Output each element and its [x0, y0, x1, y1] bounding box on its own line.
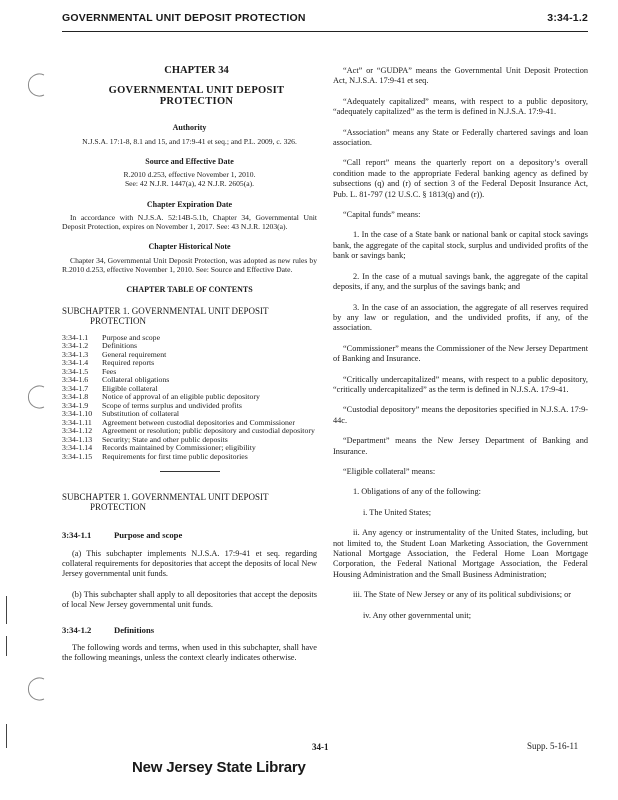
authority-text: N.J.S.A. 17:1-8, 8.1 and 15, and 17:9-41 et seq.; and P.L. 2009, c. 326. [82, 136, 297, 146]
toc-item [62, 351, 317, 360]
history-heading: Chapter Historical Note [148, 242, 231, 252]
toc-item-title: Security; State and other public deposits [102, 434, 228, 444]
toc-item-number: 3:34-1.2 [62, 341, 89, 351]
toc-item-title: Scope of terms surplus and undivided profits [102, 400, 242, 410]
toc-item-title: Eligible collateral [102, 383, 158, 393]
toc-item-number: 3:34-1.3 [62, 349, 89, 359]
toc-item-number: 3:34-1.8 [62, 392, 89, 402]
paragraph: (a) This subchapter implements N.J.S.A. 17:9-41 et seq. regarding collateral requirements for depositories that accept the deposits of local New Jersey governmental unit funds. [62, 548, 317, 579]
divider [160, 471, 220, 472]
toc-subchapter-title: SUBCHAPTER 1. GOVERNMENTAL UNIT DEPOSIT PROTECTION [62, 305, 269, 326]
definition-item: 3. In the case of an association, the aggregate of all reserves required by any law or regulation, and the undivided profits, if any, of the association. [333, 302, 588, 333]
definition: “Custodial depository” means the depositories specified in N.J.S.A. 17:9-44c. [333, 405, 588, 425]
punch-hole-icon [26, 384, 52, 410]
header-section: 3:34-1.2 [547, 12, 588, 24]
section-title: 3:34-1.1 Purpose and scope [62, 530, 183, 541]
toc-item-title: Required reports [102, 358, 155, 368]
toc-item-number: 3:34-1.11 [62, 417, 92, 427]
punch-hole-icon [26, 676, 52, 702]
toc-item-title: Agreement or resolution; public depository and custodial depository [102, 426, 315, 436]
toc-item [62, 368, 317, 377]
header-title: GOVERNMENTAL UNIT DEPOSIT PROTECTION [62, 12, 306, 24]
toc-item-title: Definitions [102, 341, 138, 351]
toc-item-title: General requirement [102, 349, 167, 359]
definition-subitem: iii. The State of New Jersey or any of its political subdivisions; or [353, 590, 572, 600]
toc-item-number: 3:34-1.5 [62, 366, 89, 376]
paragraph: The following words and terms, when used in this subchapter, shall have the following meanings, unless the context clearly indicates otherwise. [62, 643, 317, 663]
toc-item-title: Requirements for first time public depositories [102, 451, 248, 461]
definition-item: 2. In the case of a mutual savings bank, the aggregate of the capital deposits, if any, and the surplus of the savings bank; and [333, 271, 588, 292]
definition: “Critically undercapitalized” means, with respect to a public depository, “critically undercapitalized” as the term is defined in N.J.S.A. 17:9-41. [333, 374, 588, 394]
toc-item-number: 3:34-1.13 [62, 434, 93, 444]
toc-item [62, 334, 317, 343]
toc-item-title: Purpose and scope [102, 332, 161, 342]
toc-item [62, 402, 317, 411]
toc-heading: CHAPTER TABLE OF CONTENTS [126, 285, 253, 295]
definition: “Commissioner” means the Commissioner of the New Jersey Department of Banking and Insurance. [333, 343, 588, 364]
toc-item-title: Fees [102, 366, 117, 376]
chapter-number: CHAPTER 34 [164, 65, 229, 76]
toc-item-number: 3:34-1.7 [62, 383, 89, 393]
definition-subitem: ii. Any agency or instrumentality of the United States, including, but not limited to, the Student Loan Marketing Association, the Government National Mortgage Association, the Federal Home Loan Mortgage Corporation, the Federal National Mortgage Association, the Federal Housing Administration and the Small Business Administration; [333, 528, 588, 579]
running-header [62, 12, 588, 32]
toc-item-number: 3:34-1.9 [62, 400, 89, 410]
right-column [333, 66, 588, 631]
history-text: Chapter 34, Governmental Unit Deposit Protection, was adopted as new rules by R.2010 d.253, effective November 1, 2010. See: Source and Effective Date. [62, 255, 317, 275]
definition: “Eligible collateral” means: [343, 466, 436, 476]
toc-item [62, 342, 317, 351]
definition: “Department” means the New Jersey Department of Banking and Insurance. [333, 436, 588, 456]
source-text: R.2010 d.253, effective November 1, 2010. See: 42 N.J.R. 1447(a), 42 N.J.R. 2605(a). [123, 170, 256, 189]
chapter-title: GOVERNMENTAL UNIT DEPOSIT PROTECTION [108, 85, 285, 107]
toc-item-title: Agreement between custodial depositories and Commissioner [102, 417, 295, 427]
definition: “Association” means any State or Federally chartered savings and loan association. [333, 127, 588, 148]
subchapter-title: SUBCHAPTER 1. GOVERNMENTAL UNIT DEPOSIT PROTECTION [62, 492, 269, 513]
expiration-text: In accordance with N.J.S.A. 52:14B-5.1b, Chapter 34, Governmental Unit Deposit Protection, expires on November 1, 2017. See: 43 N.J.R. 1203(a). [62, 213, 317, 232]
toc-item-number: 3:34-1.12 [62, 426, 93, 436]
left-column [62, 66, 317, 674]
definition-item: 1. Obligations of any of the following: [353, 487, 481, 497]
definition: “Adequately capitalized” means, with respect to a public depository, “adequately capitalized” as the term is defined in N.J.S.A. 17:9-41. [333, 96, 588, 117]
toc-item-title: Records maintained by Commissioner; eligibility [102, 443, 256, 453]
library-stamp: New Jersey State Library [132, 759, 306, 776]
expiration-heading: Chapter Expiration Date [146, 199, 233, 209]
toc-item-number: 3:34-1.4 [62, 358, 89, 368]
margin-mark [6, 596, 7, 624]
margin-mark [6, 724, 7, 748]
paragraph: (b) This subchapter shall apply to all depositories that accept the deposits of local New Jersey governmental unit funds. [62, 589, 317, 610]
toc-list [62, 334, 317, 462]
definition: “Call report” means the quarterly report on a depository’s overall condition made to the appropriate Federal banking agency as defined by subsections (q) and (r) of section 3 of the Federal Deposit Insurance Act, Pub. L. 81-797 (12 U.S.C. § 1813(q) and (r)). [333, 158, 588, 199]
toc-item-number: 3:34-1.15 [62, 451, 93, 461]
toc-item [62, 359, 317, 368]
toc-item-number: 3:34-1.14 [62, 443, 93, 453]
toc-item-title: Collateral obligations [102, 375, 170, 385]
definition-subitem: i. The United States; [363, 507, 432, 517]
section-title: 3:34-1.2 Definitions [62, 624, 155, 635]
page-number: 34-1 [312, 742, 329, 752]
toc-item-number: 3:34-1.10 [62, 409, 93, 419]
toc-item-title: Notice of approval of an eligible public depository [102, 392, 260, 402]
definition: “Capital funds” means: [343, 210, 421, 220]
toc-item-title: Substitution of collateral [102, 409, 180, 419]
margin-mark [6, 636, 7, 656]
toc-item [62, 376, 317, 385]
supplement-date: Supp. 5-16-11 [527, 741, 579, 751]
toc-item-number: 3:34-1.6 [62, 375, 89, 385]
definition: “Act” or “GUDPA” means the Governmental Unit Deposit Protection Act, N.J.S.A. 17:9-41 et seq. [333, 66, 588, 86]
toc-item [62, 453, 317, 462]
definition-subitem: iv. Any other governmental unit; [363, 610, 471, 620]
authority-heading: Authority [172, 123, 207, 133]
toc-item-number: 3:34-1.1 [62, 332, 89, 342]
definition-item: 1. In the case of a State bank or national bank or capital stock savings bank, the aggregate of the capital stock, surplus and undivided profits of the bank or savings bank; [333, 230, 588, 261]
source-heading: Source and Effective Date [145, 156, 234, 166]
punch-hole-icon [26, 72, 52, 98]
